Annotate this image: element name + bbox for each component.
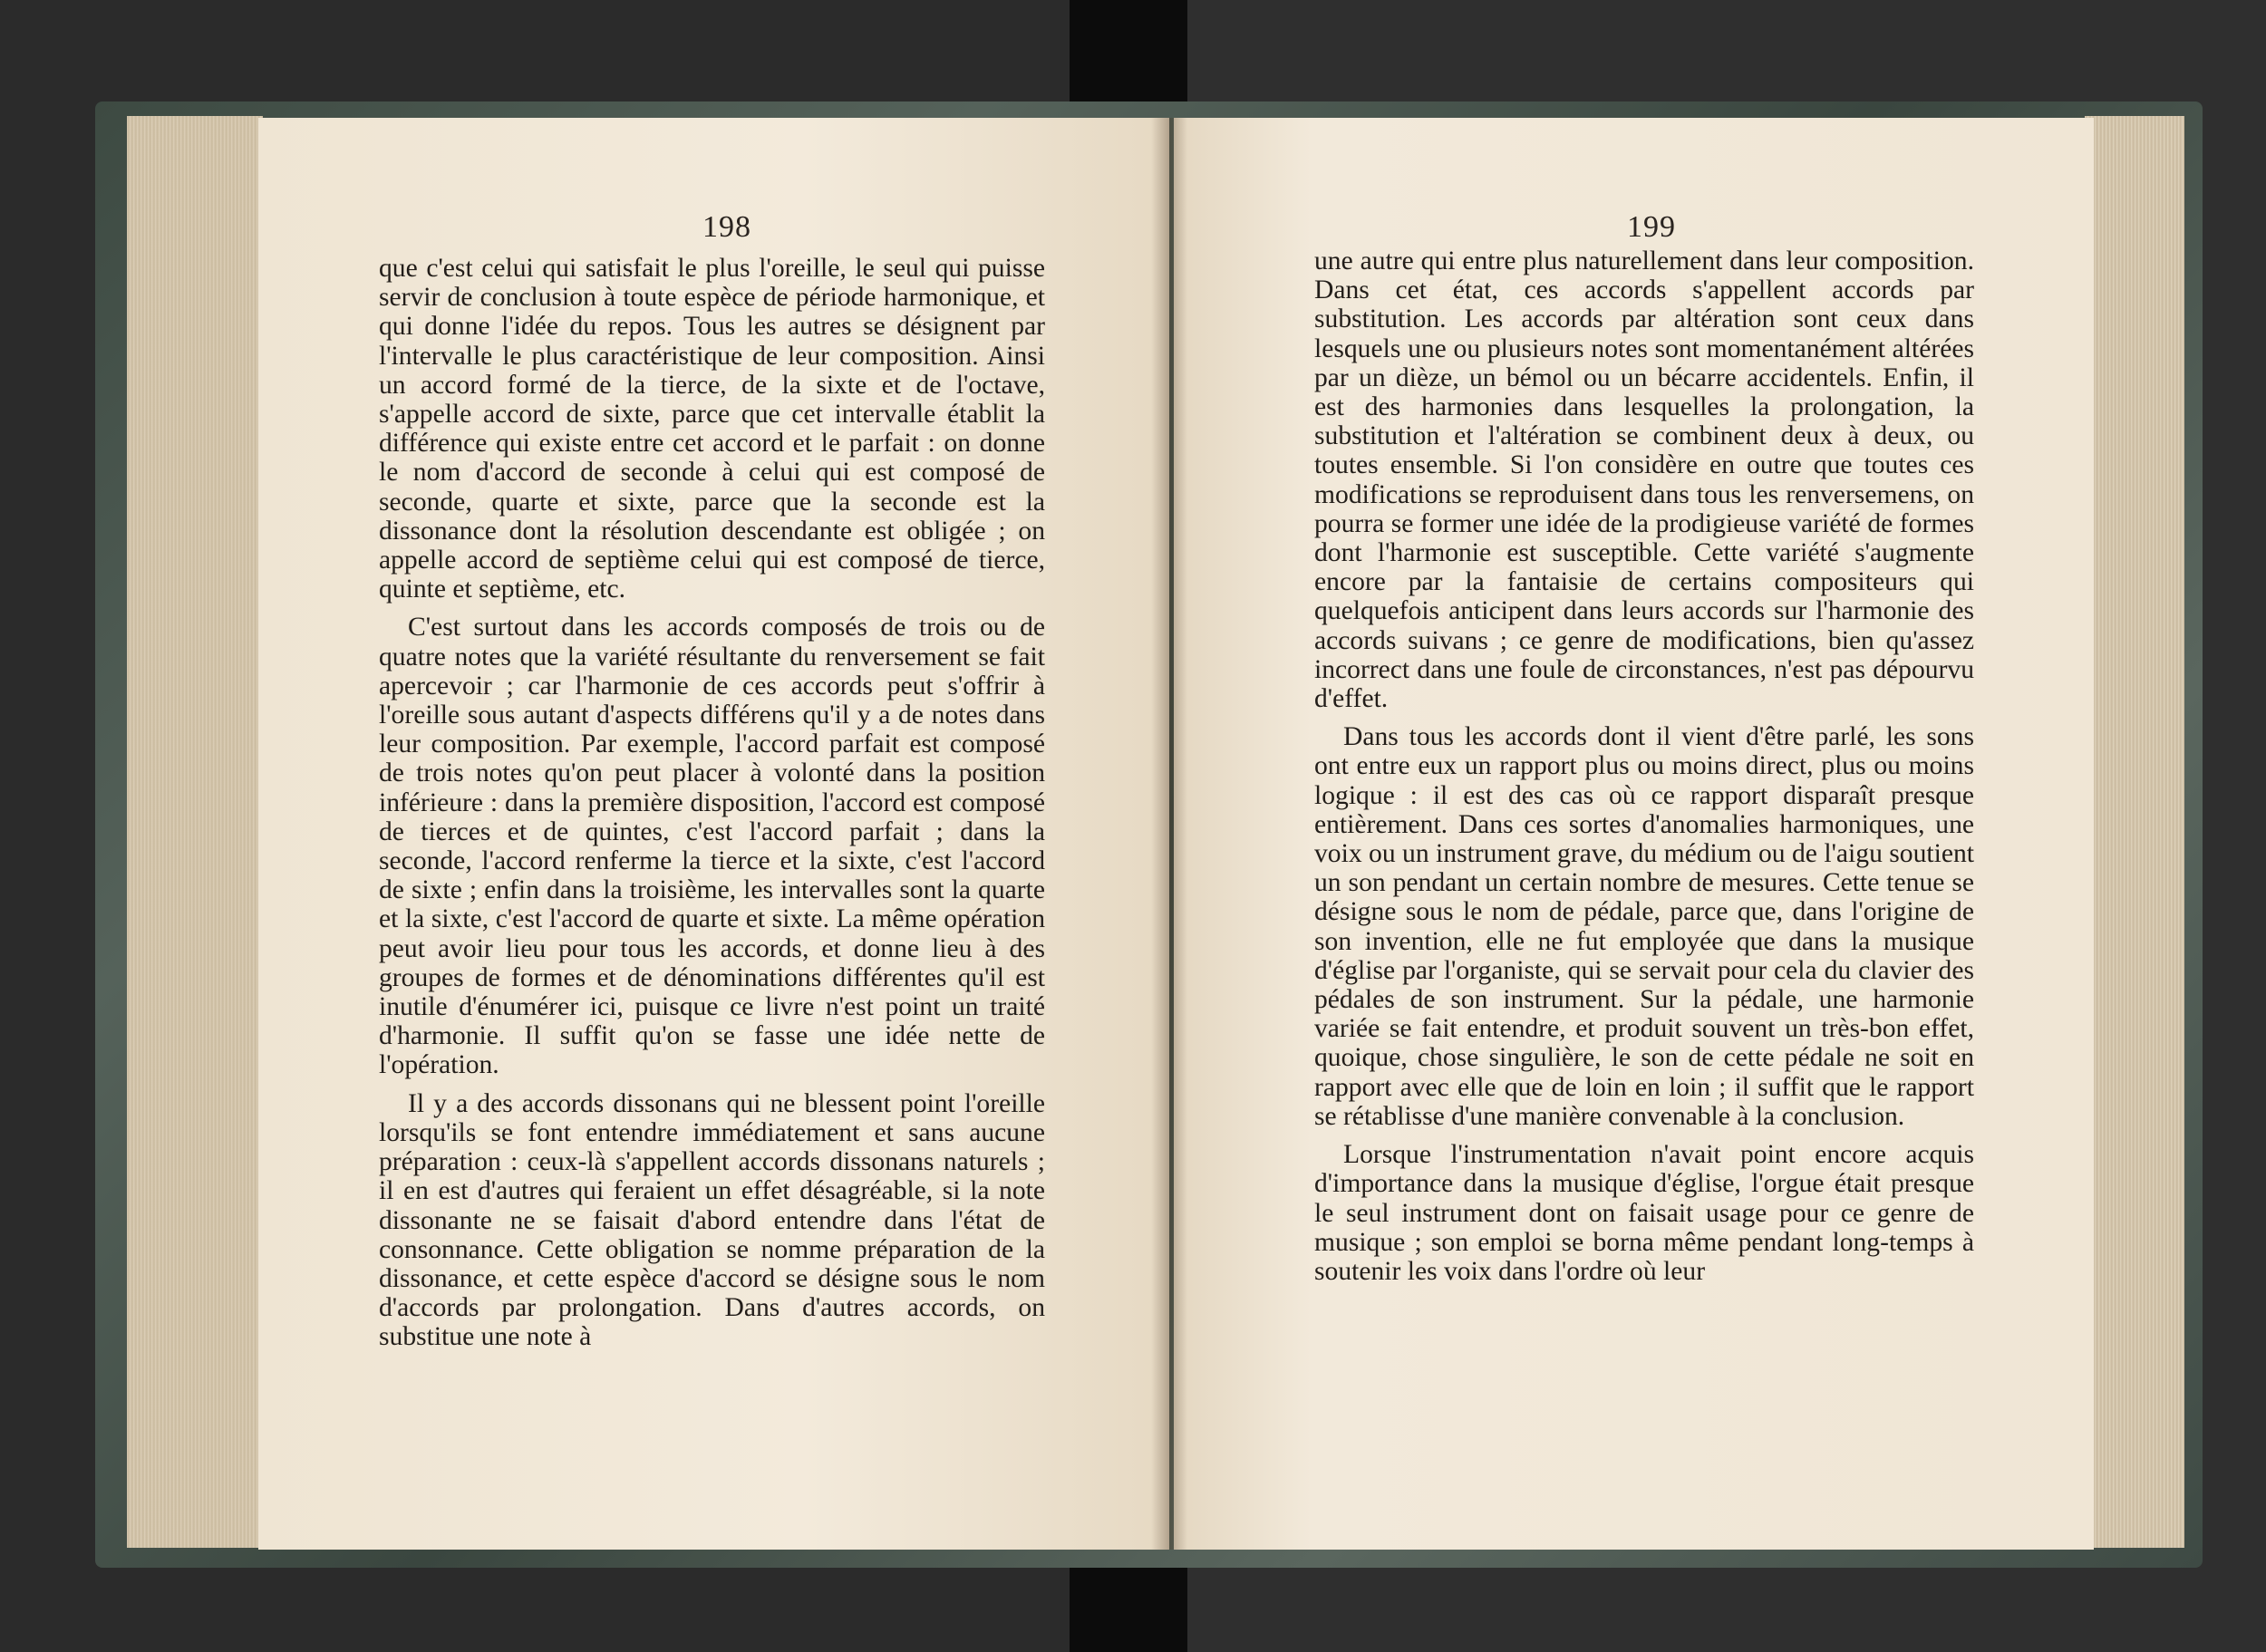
right-paragraph-3: Lorsque l'instrumentation n'avait point encore acquis d'importance dans la musique d'église, l'orgue était presque le seul instrument dont on faisait usage pour ce genre de musique ; son emploi se borna même pendant long-temps à soutenir les voix dans l'ordre où leur: [1314, 1140, 1974, 1286]
page-edges-left: [127, 116, 263, 1548]
left-page-number: 198: [702, 210, 751, 244]
right-paragraph-1: une autre qui entre plus naturellement dans leur composition. Dans cet état, ces accords s'appellent accords par substitution. Les accords par altération sont ceux dans lesquels une ou plusieurs notes sont momentanément altérées par un dièze, un bémol ou un bécarre accidentels. Enfin, il est des harmonies dans lesquelles la prolongation, la substitution et l'altération se combinent deux à deux, ou toutes ensemble. Si l'on considère en outre que toutes ces modifications se reproduisent dans tous les renversemens, on pourra se former une idée de la prodigieuse variété de formes dont l'harmonie est susceptible. Cette variété s'augmente encore par la fantaisie de certains compositeurs qui quelquefois anticipent dans leurs accords sur l'harmonie des accords suivans ; ce genre de modifications, bien qu'assez incorrect dans une foule de circonstances, n'est pas dépourvu d'effet.: [1314, 246, 1974, 714]
right-page-number: 199: [1627, 210, 1676, 244]
book-gutter: [1151, 118, 1187, 1550]
left-paragraph-1: que c'est celui qui satisfait le plus l'oreille, le seul qui puisse servir de conclusion à toute espèce de période harmonique, et qui donne l'idée du repos. Tous les autres se désignent par l'intervalle le plus caractéristique de leur composition. Ainsi un accord formé de la tierce, de la sixte et de l'octave, s'appelle accord de sixte, parce que cet intervalle établit la différence qui existe entre cet accord et le parfait : on donne le nom d'accord de seconde à celui qui est composé de seconde, quarte et sixte, parce que la seconde est la dissonance dont la résolution descendante est obligée ; on appelle accord de septième celui qui est composé de tierce, quinte et septième, etc.: [379, 254, 1045, 604]
backdrop-strip-top: [1070, 0, 1187, 109]
left-paragraph-2: C'est surtout dans les accords composés de trois ou de quatre notes que la variété résultante du renversement se fait apercevoir ; car l'harmonie de ces accords peut s'offrir à l'oreille sous autant d'aspects différens qu'il y a de notes dans leur composition. Par exemple, l'accord parfait est composé de trois notes qu'on peut placer à volonté dans la position inférieure : dans la première disposition, l'accord est composé de tierces et de quintes, c'est l'accord parfait ; dans la seconde, l'accord renferme la tierce et la sixte, c'est l'accord de sixte ; enfin dans la troisième, les intervalles sont la quarte et la sixte, c'est l'accord de quarte et sixte. La même opération peut avoir lieu pour tous les accords, et donne lieu à des groupes de formes et de dénominations différentes qu'il est inutile d'énumérer ici, puisque ce livre n'est point un traité d'harmonie. Il suffit qu'on se fasse une idée nette de l'opération.: [379, 613, 1045, 1080]
page-edges-right: [2085, 116, 2184, 1548]
left-page-text: [379, 254, 1045, 1361]
left-paragraph-3: Il y a des accords dissonans qui ne blessent point l'oreille lorsqu'ils se font entendre immédiatement et sans aucune préparation : ceux-là s'appellent accords dissonans naturels ; il en est d'autres qui feraient un effet désagréable, si la note dissonante ne se faisait d'abord entendre dans l'état de consonnance. Cette obligation se nomme préparation de la dissonance, et cette espèce d'accord se désigne sous le nom d'accords par prolongation. Dans d'autres accords, on substitue une note à: [379, 1088, 1045, 1352]
right-page-text: [1314, 246, 1974, 1295]
right-paragraph-2: Dans tous les accords dont il vient d'être parlé, les sons ont entre eux un rapport plus ou moins direct, plus ou moins logique : il est des cas où ce rapport disparaît presque entièrement. Dans ces sortes d'anomalies harmoniques, une voix ou un instrument grave, du médium ou de l'aigu soutient un son pendant un certain nombre de mesures. Cette tenue se désigne sous le nom de pédale, parce que, dans l'origine de son invention, elle ne fut employée que dans la musique d'église par l'organiste, qui se servait pour cela du clavier des pédales de son instrument. Sur la pédale, une harmonie variée se fait entendre, et produit souvent un très-bon effet, quoique, chose singulière, le son de cette pédale ne soit en rapport avec elle que de loin en loin ; il suffit que le rapport se rétablisse d'une manière convenable à la conclusion.: [1314, 722, 1974, 1131]
